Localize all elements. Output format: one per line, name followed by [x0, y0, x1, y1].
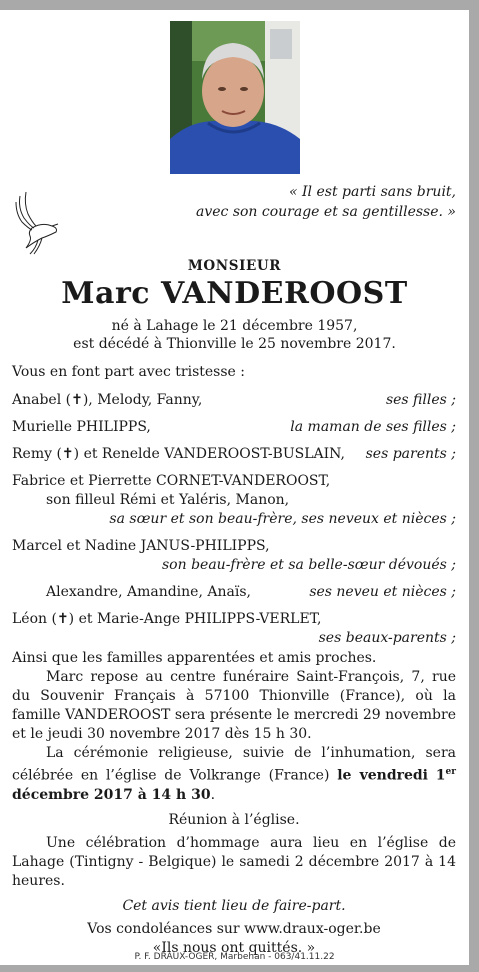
family-entry	[12, 610, 456, 648]
birth-line: né à Lahage le 21 décembre 1957,	[111, 318, 358, 334]
family-names: Murielle PHILIPPS,	[12, 419, 151, 435]
quote-line-1: « Il est parti sans bruit,	[289, 184, 456, 200]
salutation: MONSIEUR	[187, 258, 282, 274]
ceremony-text: La cérémonie religieuse, suivie de l’inhumation, sera célébrée en l’église de Volkrange (France)	[12, 745, 456, 784]
reunion-line: Réunion à l’église.	[168, 811, 300, 828]
family-relation: ses beaux-parents ;	[318, 630, 456, 646]
repose-paragraph: Marc repose au centre funéraire Saint-François, 7, rue du Souvenir Français à 57100 Thionville (France), où la famille VANDEROOST sera présente le mercredi 29 novembre et le jeudi 30 novembre 2017 dès 15 h 30.	[12, 669, 456, 742]
ceremony-day: le vendredi	[337, 767, 429, 784]
service-details	[12, 649, 456, 958]
closing-quote: «Ils nous ont quittés. »	[152, 939, 316, 956]
family-names: Léon (✝) et Marie-Ange PHILIPPS-VERLET,	[12, 611, 322, 627]
ceremony-paragraph	[12, 744, 456, 805]
family-names: Fabrice et Pierrette CORNET-VANDEROOST,	[12, 473, 331, 489]
obituary-page	[0, 10, 469, 965]
faire-part-line: Cet avis tient lieu de faire-part.	[122, 897, 346, 914]
family-relation: ses parents ;	[365, 446, 456, 462]
dove-icon	[12, 188, 60, 258]
life-dates	[0, 317, 469, 353]
family-relation: ses filles ;	[385, 392, 456, 408]
family-entry	[12, 472, 456, 529]
family-entry	[12, 445, 456, 464]
ceremony-date-sup: er	[445, 767, 456, 777]
family-relation: ses neveu et nièces ;	[309, 584, 456, 600]
family-relation: son beau-frère et sa belle-sœur dévoués ;	[162, 557, 456, 573]
family-names: Marcel et Nadine JANUS-PHILIPPS,	[12, 538, 270, 554]
family-entry	[12, 391, 456, 410]
family-relation: la maman de ses filles ;	[290, 419, 456, 435]
family-relation: sa sœur et son beau-frère, ses neveux et nièces ;	[109, 511, 456, 527]
ceremony-date-num: 1	[435, 767, 446, 784]
family-names: Anabel (✝), Melody, Fanny,	[12, 392, 203, 408]
death-line: est décédé à Thionville le 25 novembre 2017.	[73, 336, 396, 352]
quote-line-2: avec son courage et sa gentillesse. »	[195, 204, 456, 220]
funeral-home-credit: P. F. DRAUX-OGER, Marbehan - 063/41.11.22	[134, 952, 335, 962]
epigraph-quote	[196, 182, 456, 222]
ceremony-period: .	[210, 786, 216, 803]
deceased-name: Marc VANDEROOST	[61, 276, 408, 311]
condolences-line: Vos condoléances sur www.draux-oger.be	[87, 920, 381, 937]
family-names: Alexandre, Amandine, Anaïs,	[46, 584, 251, 600]
ceremony-date-rest: décembre 2017 à 14 h 30	[12, 786, 211, 803]
hommage-paragraph: Une célébration d’hommage aura lieu en l’église de Lahage (Tintigny - Belgique) le samedi 2 décembre 2017 à 14 heures.	[12, 834, 456, 889]
family-names: son filleul Rémi et Yaléris, Manon,	[46, 492, 290, 508]
family-names: Remy (✝) et Renelde VANDEROOST-BUSLAIN,	[12, 446, 345, 462]
family-entry	[12, 418, 456, 437]
intro-line	[12, 363, 456, 382]
relatives-line: Ainsi que les familles apparentées et amis proches.	[12, 650, 377, 666]
intro-text: Vous en font part avec tristesse :	[12, 364, 245, 380]
family-entry	[12, 583, 456, 602]
portrait-photo	[170, 21, 300, 174]
family-list	[12, 363, 456, 648]
family-entry	[12, 537, 456, 575]
